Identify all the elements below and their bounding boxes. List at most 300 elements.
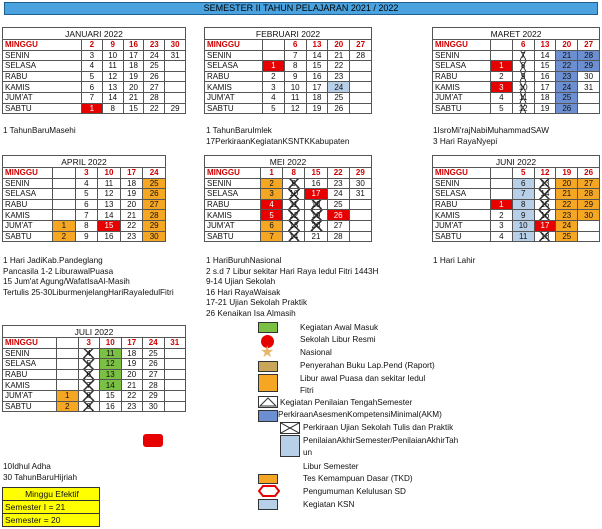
month-july: [2, 325, 186, 412]
date-cell: 2: [491, 210, 513, 221]
date-cell: 21: [556, 50, 578, 61]
calendar-table: [2, 39, 186, 114]
light-blue-swatch: [280, 435, 300, 457]
notes-may: 1 HariBuruhNasional 2 s.d 7 Libur sekitar Hari Raya Iedul Fitri 1443H 9-14 Ujian Sekolah 16 Hari RayaWaisak 17-21 Ujian Sekolah Praktik 26 Kenaikan Isa Almasih: [206, 256, 379, 318]
date-cell: 27: [578, 178, 600, 189]
date-cell: 6: [512, 40, 534, 51]
day-label: JUM'AT: [3, 92, 82, 103]
date-cell: 3: [491, 220, 513, 231]
date-cell: 29: [349, 168, 371, 179]
date-cell: 8: [284, 61, 306, 72]
date-cell: 11: [100, 348, 122, 359]
month-title: APRIL 2022: [2, 155, 166, 167]
date-cell: [164, 390, 186, 401]
date-cell: 28: [578, 50, 600, 61]
legend-label: Libur Semester: [303, 462, 359, 471]
date-cell: 19: [305, 210, 327, 221]
date-cell: 27: [143, 369, 165, 380]
date-cell: 21: [305, 231, 327, 242]
day-label: KAMIS: [433, 210, 491, 221]
ksn-swatch: [258, 499, 278, 510]
day-label: SABTU: [3, 231, 53, 242]
date-cell: [164, 380, 186, 391]
date-cell: 31: [349, 189, 371, 200]
date-cell: [164, 348, 186, 359]
date-cell: [350, 92, 372, 103]
legend-label: Perkiraan Ujian Sekolah Tulis dan Praktik: [303, 423, 454, 432]
day-label: SENIN: [3, 348, 57, 359]
day-label: KAMIS: [3, 380, 57, 391]
date-cell: 6: [78, 369, 100, 380]
date-cell: 28: [327, 231, 349, 242]
hexagon-icon: [258, 485, 280, 499]
date-cell: 2: [53, 231, 76, 242]
date-cell: 21: [123, 92, 144, 103]
date-cell: 9: [284, 71, 306, 82]
month-february: [204, 27, 372, 114]
date-cell: 13: [283, 220, 305, 231]
date-cell: 10: [100, 338, 122, 349]
date-cell: 1: [491, 61, 513, 72]
date-cell: 22: [328, 61, 350, 72]
blue-swatch: [258, 410, 278, 422]
day-label: RABU: [433, 199, 491, 210]
date-cell: 22: [556, 61, 578, 72]
date-cell: 17: [123, 50, 144, 61]
date-cell: 26: [327, 210, 349, 221]
day-label: JUM'AT: [433, 220, 491, 231]
date-cell: [349, 231, 371, 242]
date-cell: 11: [98, 178, 121, 189]
date-cell: 26: [578, 168, 600, 179]
date-cell: 5: [78, 359, 100, 370]
legend-label: Libur awal Puasa dan sekitar Iedul: [300, 374, 426, 383]
date-cell: 31: [578, 82, 600, 93]
date-cell: 10: [512, 82, 534, 93]
date-cell: 2: [491, 71, 513, 82]
date-cell: [578, 103, 600, 114]
date-cell: [57, 369, 79, 380]
green-swatch: [258, 322, 278, 333]
date-cell: 12: [284, 103, 306, 114]
date-cell: 23: [144, 40, 165, 51]
date-cell: 12: [512, 103, 534, 114]
date-cell: 15: [123, 103, 144, 114]
day-label: SENIN: [3, 178, 53, 189]
date-cell: 28: [144, 92, 165, 103]
date-cell: [57, 359, 79, 370]
date-cell: [53, 168, 76, 179]
day-label: SENIN: [205, 50, 263, 61]
date-cell: [57, 348, 79, 359]
date-cell: 29: [143, 220, 166, 231]
date-cell: 19: [121, 359, 143, 370]
date-cell: [164, 369, 186, 380]
date-cell: 3: [491, 82, 513, 93]
day-label: KAMIS: [3, 210, 53, 221]
date-cell: [349, 199, 371, 210]
triangle-icon: [259, 397, 277, 407]
month-title: MEI 2022: [204, 155, 372, 167]
month-april: [2, 155, 166, 242]
date-cell: 27: [327, 220, 349, 231]
month-title: JULI 2022: [2, 325, 186, 337]
date-cell: 7: [75, 210, 98, 221]
page-title: SEMESTER II TAHUN PELAJARAN 2021 / 2022: [4, 2, 598, 15]
date-cell: 13: [102, 82, 123, 93]
date-cell: [491, 189, 513, 200]
day-label: RABU: [3, 369, 57, 380]
date-cell: 7: [78, 380, 100, 391]
day-label: SABTU: [205, 103, 263, 114]
date-cell: [491, 178, 513, 189]
date-cell: 21: [121, 380, 143, 391]
date-cell: 5: [512, 168, 534, 179]
legend-label: PenilaianAkhirSemester/PenilaianAkhirTah: [303, 436, 459, 445]
month-march: [432, 27, 600, 114]
date-cell: 13: [534, 178, 556, 189]
day-label: JUM'AT: [205, 220, 261, 231]
date-cell: 15: [98, 220, 121, 231]
date-cell: 13: [306, 40, 328, 51]
day-label: RABU: [205, 199, 261, 210]
date-cell: 6: [512, 178, 534, 189]
date-cell: 24: [327, 189, 349, 200]
date-cell: 4: [75, 178, 98, 189]
date-cell: 12: [102, 71, 123, 82]
calendar-table: [432, 39, 600, 114]
date-cell: 22: [121, 390, 143, 401]
date-cell: 9: [283, 178, 305, 189]
date-cell: 9: [102, 40, 123, 51]
date-cell: 9: [75, 231, 98, 242]
calendar-table: [2, 337, 186, 412]
date-cell: 12: [534, 168, 556, 179]
date-cell: 18: [305, 199, 327, 210]
date-cell: 15: [100, 390, 122, 401]
date-cell: 30: [143, 401, 165, 412]
date-cell: 3: [82, 50, 103, 61]
date-cell: 28: [143, 380, 165, 391]
day-label: MINGGU: [3, 338, 57, 349]
date-cell: 20: [123, 82, 144, 93]
day-label: JUM'AT: [433, 92, 491, 103]
date-cell: 12: [100, 359, 122, 370]
date-cell: 9: [512, 71, 534, 82]
date-cell: 8: [512, 199, 534, 210]
date-cell: 1: [57, 390, 79, 401]
date-cell: 14: [283, 231, 305, 242]
date-cell: 10: [98, 168, 121, 179]
calendar-table: [2, 167, 166, 242]
day-label: SELASA: [3, 61, 82, 72]
day-label: MINGGU: [3, 168, 53, 179]
date-cell: 14: [98, 210, 121, 221]
date-cell: 29: [578, 61, 600, 72]
date-cell: 6: [75, 199, 98, 210]
notes-july: 10Idhul Adha 30 TahunBaruHijriah: [3, 462, 78, 482]
day-label: MINGGU: [433, 40, 491, 51]
day-label: SABTU: [433, 103, 491, 114]
date-cell: 25: [556, 92, 578, 103]
date-cell: [57, 380, 79, 391]
date-cell: 21: [328, 50, 350, 61]
date-cell: 19: [123, 71, 144, 82]
day-label: RABU: [433, 71, 491, 82]
date-cell: [165, 82, 186, 93]
date-cell: 4: [491, 92, 513, 103]
date-cell: 1: [263, 61, 285, 72]
calendar-table: [204, 39, 372, 114]
effective-weeks-header: Minggu Efektif: [3, 488, 99, 501]
date-cell: 24: [556, 82, 578, 93]
date-cell: 13: [98, 199, 121, 210]
date-cell: 25: [327, 199, 349, 210]
date-cell: 27: [578, 40, 600, 51]
date-cell: 2: [263, 71, 285, 82]
date-cell: 19: [556, 168, 578, 179]
date-cell: 13: [100, 369, 122, 380]
day-label: MINGGU: [205, 40, 263, 51]
date-cell: 18: [123, 61, 144, 72]
date-cell: [491, 40, 513, 51]
day-label: SELASA: [3, 189, 53, 200]
date-cell: 1: [82, 103, 103, 114]
notes-january: 1 TahunBaruMasehi: [3, 126, 76, 135]
date-cell: 14: [306, 50, 328, 61]
legend-label: Nasional: [300, 348, 332, 357]
date-cell: [491, 168, 513, 179]
date-cell: 1: [491, 199, 513, 210]
date-cell: [165, 92, 186, 103]
date-cell: 18: [306, 92, 328, 103]
date-cell: 15: [534, 61, 556, 72]
date-cell: 16: [534, 210, 556, 221]
date-cell: 4: [261, 199, 283, 210]
date-cell: 6: [284, 40, 306, 51]
date-cell: 6: [261, 220, 283, 231]
star-icon: ★: [260, 344, 275, 361]
day-label: RABU: [3, 199, 53, 210]
date-cell: 31: [165, 50, 186, 61]
date-cell: [53, 178, 76, 189]
date-cell: 26: [556, 103, 578, 114]
legend-label: Penyerahan Buku Lap.Pend (Raport): [300, 361, 435, 370]
semester-1-count: Semester I = 21: [3, 501, 99, 514]
date-cell: 23: [121, 401, 143, 412]
legend-label: PerkiraanAsesmenKompetensiMinimal(AKM): [278, 410, 442, 419]
day-label: SELASA: [433, 189, 491, 200]
date-cell: 14: [102, 92, 123, 103]
date-cell: 24: [328, 82, 350, 93]
day-label: SELASA: [433, 61, 491, 72]
day-label: SABTU: [3, 401, 57, 412]
date-cell: 30: [165, 40, 186, 51]
day-label: SABTU: [205, 231, 261, 242]
date-cell: 18: [120, 178, 143, 189]
date-cell: [263, 40, 285, 51]
notes-march: 1IsroMi'rajNabiMuhammadSAW 3 Hari RayaNyepi: [433, 126, 549, 146]
date-cell: 18: [534, 92, 556, 103]
day-label: SENIN: [433, 178, 491, 189]
date-cell: 19: [120, 189, 143, 200]
date-cell: 20: [120, 199, 143, 210]
triangle-swatch: [258, 396, 278, 408]
month-january: [2, 27, 186, 114]
cross-icon: [281, 423, 299, 433]
day-label: KAMIS: [205, 210, 261, 221]
date-cell: 4: [263, 92, 285, 103]
date-cell: 29: [143, 390, 165, 401]
date-cell: 3: [75, 168, 98, 179]
date-cell: 7: [512, 189, 534, 200]
date-cell: 14: [534, 50, 556, 61]
date-cell: [164, 359, 186, 370]
day-label: SENIN: [433, 50, 491, 61]
date-cell: 25: [144, 61, 165, 72]
date-cell: 26: [144, 71, 165, 82]
date-cell: 16: [98, 231, 121, 242]
date-cell: 25: [143, 178, 166, 189]
date-cell: [578, 220, 600, 231]
date-cell: 31: [164, 338, 186, 349]
day-label: JUM'AT: [3, 220, 53, 231]
legend-label: Kegiatan Awal Masuk: [300, 323, 379, 332]
date-cell: [164, 401, 186, 412]
red-marker: [143, 434, 163, 447]
date-cell: 11: [512, 92, 534, 103]
date-cell: [53, 189, 76, 200]
month-may: [204, 155, 372, 242]
date-cell: 9: [512, 210, 534, 221]
date-cell: 3: [263, 82, 285, 93]
date-cell: 19: [306, 103, 328, 114]
day-label: SABTU: [3, 103, 82, 114]
date-cell: 18: [534, 231, 556, 242]
date-cell: 5: [263, 103, 285, 114]
date-cell: [578, 92, 600, 103]
cross-swatch: [280, 422, 300, 434]
legend-label: Tes Kemampuan Dasar (TKD): [303, 474, 413, 483]
date-cell: 28: [350, 50, 372, 61]
date-cell: [350, 71, 372, 82]
date-cell: 4: [82, 61, 103, 72]
date-cell: 2: [57, 401, 79, 412]
calendar-table: [204, 167, 372, 242]
notes-february: 1 TahunBaruImlek 17PerkiraanKegiatanKSNTKKabupaten: [206, 126, 350, 146]
date-cell: 30: [349, 178, 371, 189]
date-cell: 26: [143, 359, 165, 370]
date-cell: 20: [556, 178, 578, 189]
day-label: SABTU: [433, 231, 491, 242]
date-cell: 1: [261, 168, 283, 179]
day-label: JUM'AT: [3, 390, 57, 401]
legend-label: Pengumuman Kelulusan SD: [303, 487, 406, 496]
date-cell: 25: [143, 348, 165, 359]
day-label: SELASA: [205, 61, 263, 72]
date-cell: [578, 231, 600, 242]
date-cell: 22: [327, 168, 349, 179]
date-cell: 5: [261, 210, 283, 221]
date-cell: 15: [534, 199, 556, 210]
date-cell: 8: [512, 61, 534, 72]
date-cell: 17: [120, 168, 143, 179]
date-cell: [350, 103, 372, 114]
calendar-table: [432, 167, 600, 242]
date-cell: 23: [328, 71, 350, 82]
date-cell: 11: [284, 92, 306, 103]
legend-label: Fitri: [300, 386, 314, 395]
date-cell: 2: [82, 40, 103, 51]
date-cell: [491, 50, 513, 61]
day-label: KAMIS: [3, 82, 82, 93]
date-cell: 24: [144, 50, 165, 61]
date-cell: 16: [305, 178, 327, 189]
date-cell: 29: [578, 199, 600, 210]
date-cell: 29: [165, 103, 186, 114]
date-cell: [350, 61, 372, 72]
day-label: SENIN: [3, 50, 82, 61]
day-label: SELASA: [3, 359, 57, 370]
date-cell: [53, 199, 76, 210]
day-label: SENIN: [205, 178, 261, 189]
date-cell: 24: [143, 168, 166, 179]
date-cell: 5: [82, 71, 103, 82]
date-cell: [263, 50, 285, 61]
day-label: MINGGU: [205, 168, 261, 179]
date-cell: 5: [491, 103, 513, 114]
day-label: KAMIS: [205, 82, 263, 93]
date-cell: 24: [556, 220, 578, 231]
date-cell: 10: [284, 82, 306, 93]
date-cell: 22: [144, 103, 165, 114]
day-label: MINGGU: [433, 168, 491, 179]
date-cell: 23: [327, 178, 349, 189]
date-cell: 25: [556, 231, 578, 242]
date-cell: 28: [143, 210, 166, 221]
date-cell: 22: [120, 220, 143, 231]
date-cell: 11: [102, 61, 123, 72]
day-label: MINGGU: [3, 40, 82, 51]
day-label: RABU: [3, 71, 82, 82]
month-title: MARET 2022: [432, 27, 600, 39]
date-cell: 7: [82, 92, 103, 103]
date-cell: 16: [534, 71, 556, 82]
month-title: JUNI 2022: [432, 155, 600, 167]
date-cell: 23: [556, 71, 578, 82]
date-cell: 11: [283, 199, 305, 210]
date-cell: 15: [306, 61, 328, 72]
date-cell: 18: [121, 348, 143, 359]
date-cell: 17: [534, 82, 556, 93]
date-cell: [165, 61, 186, 72]
date-cell: 27: [143, 199, 166, 210]
tan-swatch: [258, 361, 278, 372]
date-cell: 16: [123, 40, 144, 51]
date-cell: 1: [53, 220, 76, 231]
date-cell: 30: [143, 231, 166, 242]
date-cell: 11: [512, 231, 534, 242]
date-cell: 8: [283, 168, 305, 179]
date-cell: 26: [143, 189, 166, 200]
legend-label: un: [303, 448, 313, 457]
date-cell: 17: [305, 189, 327, 200]
date-cell: 7: [512, 50, 534, 61]
date-cell: 7: [284, 50, 306, 61]
legend-label: Kegiatan Penilaian TengahSemester: [280, 398, 413, 407]
day-label: KAMIS: [433, 82, 491, 93]
date-cell: 20: [305, 220, 327, 231]
